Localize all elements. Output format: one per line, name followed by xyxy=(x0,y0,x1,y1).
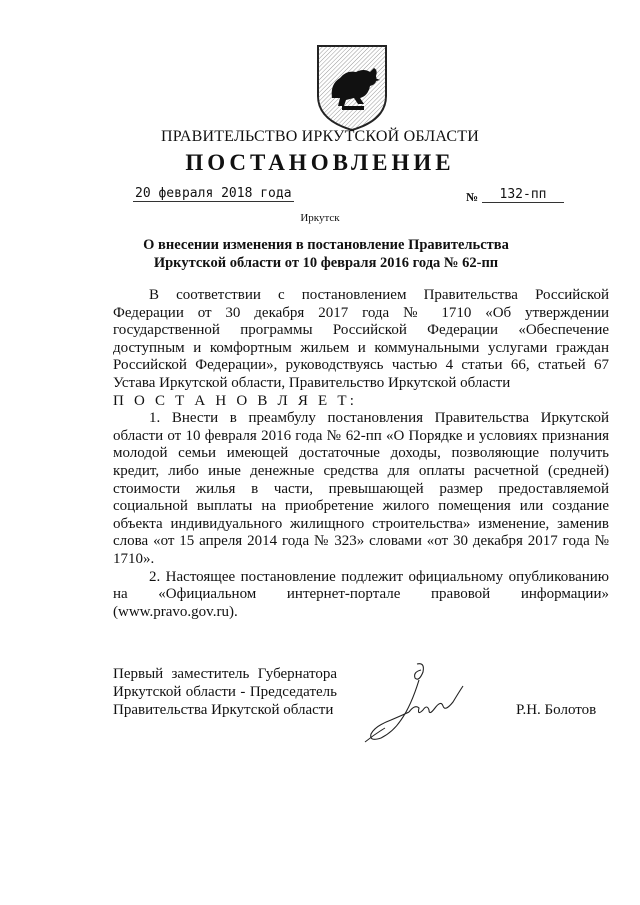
decree-number: 132-пп xyxy=(482,187,564,203)
number-label: № xyxy=(466,190,479,204)
signer-position-line-2: Иркутской области - Председатель xyxy=(113,684,337,700)
decree-date xyxy=(133,186,294,201)
date-value: 20 февраля 2018 года xyxy=(135,186,292,201)
signer-position xyxy=(113,665,337,719)
decree-body xyxy=(113,287,609,621)
document-type: ПОСТАНОВЛЕНИЕ xyxy=(185,150,455,175)
irkutsk-coat-of-arms-icon xyxy=(312,40,392,134)
signer-position-line-1: Первый заместитель Губернатора xyxy=(113,666,337,682)
decree-subject: О внесении изменения в постановление Правительства Иркутской области от 10 февраля 2016 года № 62-пп xyxy=(143,237,509,271)
handwritten-signature-icon xyxy=(345,658,485,748)
preamble-paragraph: В соответствии с постановлением Правительства Российской Федерации от 30 декабря 2017 года № 1710 «Об утверждении государственной программы Российской Федерации «Обеспечение доступным и комфортным жильем и коммунальными услугами граждан Российской Федерации», руководствуясь частью 4 статьи 66, статьей 67 Устава Иркутской области, Правительство Иркутской области xyxy=(113,287,609,391)
signer-name: Р.Н. Болотов xyxy=(516,702,597,718)
government-name: ПРАВИТЕЛЬСТВО ИРКУТСКОЙ ОБЛАСТИ xyxy=(161,128,479,145)
decrees-heading: П О С Т А Н О В Л Я Е Т: xyxy=(113,392,358,409)
item-1-paragraph: 1. Внести в преамбулу постановления Правительства Иркутской области от 10 февраля 2016 года № 62-пп «О Порядке и условиях признания молодой семьи имеющей достаточные доходы, позволяющие получить кредит, либо иные денежные средства для оплаты расчетной (средней) стоимости жилья в части, превышающей размер предоставляемой социальной выплаты на приобретение жилого помещения или создание объекта индивидуального жилищного строительства» изменение, заменив слова «от 15 апреля 2014 года № 323» словами «от 30 декабря 2017 года № 1710». xyxy=(113,410,609,567)
city-name: Иркутск xyxy=(300,212,340,224)
signer-position-line-3: Правительства Иркутской области xyxy=(113,702,334,718)
item-2-paragraph: 2. Настоящее постановление подлежит официальному опубликованию на «Официальном интернет-портале правовой информации» (www.pravo.gov.ru). xyxy=(113,568,609,620)
